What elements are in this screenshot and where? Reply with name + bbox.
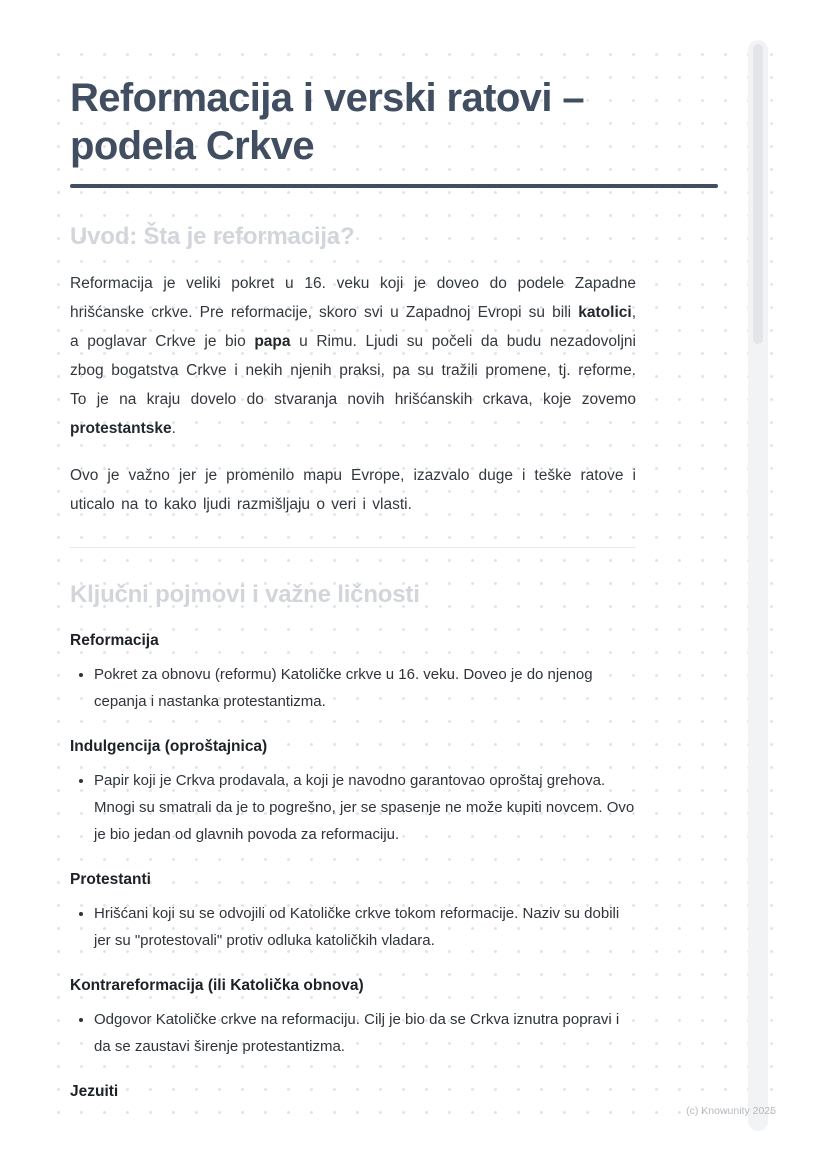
title-divider [70,184,718,188]
bullet-item: • Papir koji je Crkva prodavala, a koji je navodno garantovao oproštaj grehova. Mnogi su smatrali da je to pogrešno, jer se spasenje ne može kupiti novcem. Ovo je bio jedan od glavnih povoda za reformaciju. [94,767,636,848]
term-bullets-protestanti [70,900,636,954]
term-heading-kontrareformacija: Kontrareformacija (ili Katolička obnova) [70,977,364,994]
term-heading-jezuiti: Jezuiti [70,1083,119,1100]
bullet-item: • Pokret za obnovu (reformu) Katoličke crkve u 16. veku. Doveo je do njenog cepanja i nastanka protestantizma. [94,661,636,715]
term-heading-indulgencija: Indulgencija (oproštajnica) [70,738,268,755]
bullet-item: • Odgovor Katoličke crkve na reformaciju. Cilj je bio da se Crkva iznutra popravi i da se zaustavi širenje protestantizma. [94,1006,636,1060]
bullet-item: • Hrišćani koji su se odvojili od Katoličke crkve tokom reformacije. Naziv su dobili jer su "protestovali" protiv odluka katoličkih vladara. [94,900,636,954]
section-divider [70,547,636,548]
scrollbar-thumb[interactable] [753,44,763,344]
term-heading-reformacija: Reformacija [70,632,159,649]
term-heading-protestanti: Protestanti [70,871,151,888]
page-title: Reformacija i verski ratovi – podela Crkve [70,76,584,168]
note-sheet [40,40,790,1131]
intro-paragraph-1: Reformacija je veliki pokret u 16. veku koji je doveo do podele Zapadne hrišćanske crkve. Pre reformacije, skoro svi u Zapadnoj Evropi su bili katolici, a poglavar Crkve je bio papa u Rimu. Ljudi su počeli da budu nezadovoljni zbog bogatstva Crkve i nekih njenih praksi, pa su tražili promene, tj. reforme. To je na kraju dovelo do stvaranja novih hrišćanskih crkava, koje zovemo protestantske. [70,275,636,437]
intro-paragraph-2: Ovo je važno jer je promenilo mapu Evrope, izazvalo duge i teške ratove i uticalo na to kako ljudi razmišljaju o veri i vlasti. [70,467,636,513]
term-bullets-indulgencija [70,767,636,848]
term-bullets-kontrareformacija [70,1006,636,1060]
scrollbar-track[interactable] [748,40,768,1131]
term-bullets-reformacija [70,661,636,715]
footer-credit: (c) Knowunity 2025 [686,1105,776,1117]
section-heading-terms: Ključni pojmovi i važne ličnosti [70,581,420,608]
section-heading-intro: Uvod: Šta je reformacija? [70,223,355,250]
